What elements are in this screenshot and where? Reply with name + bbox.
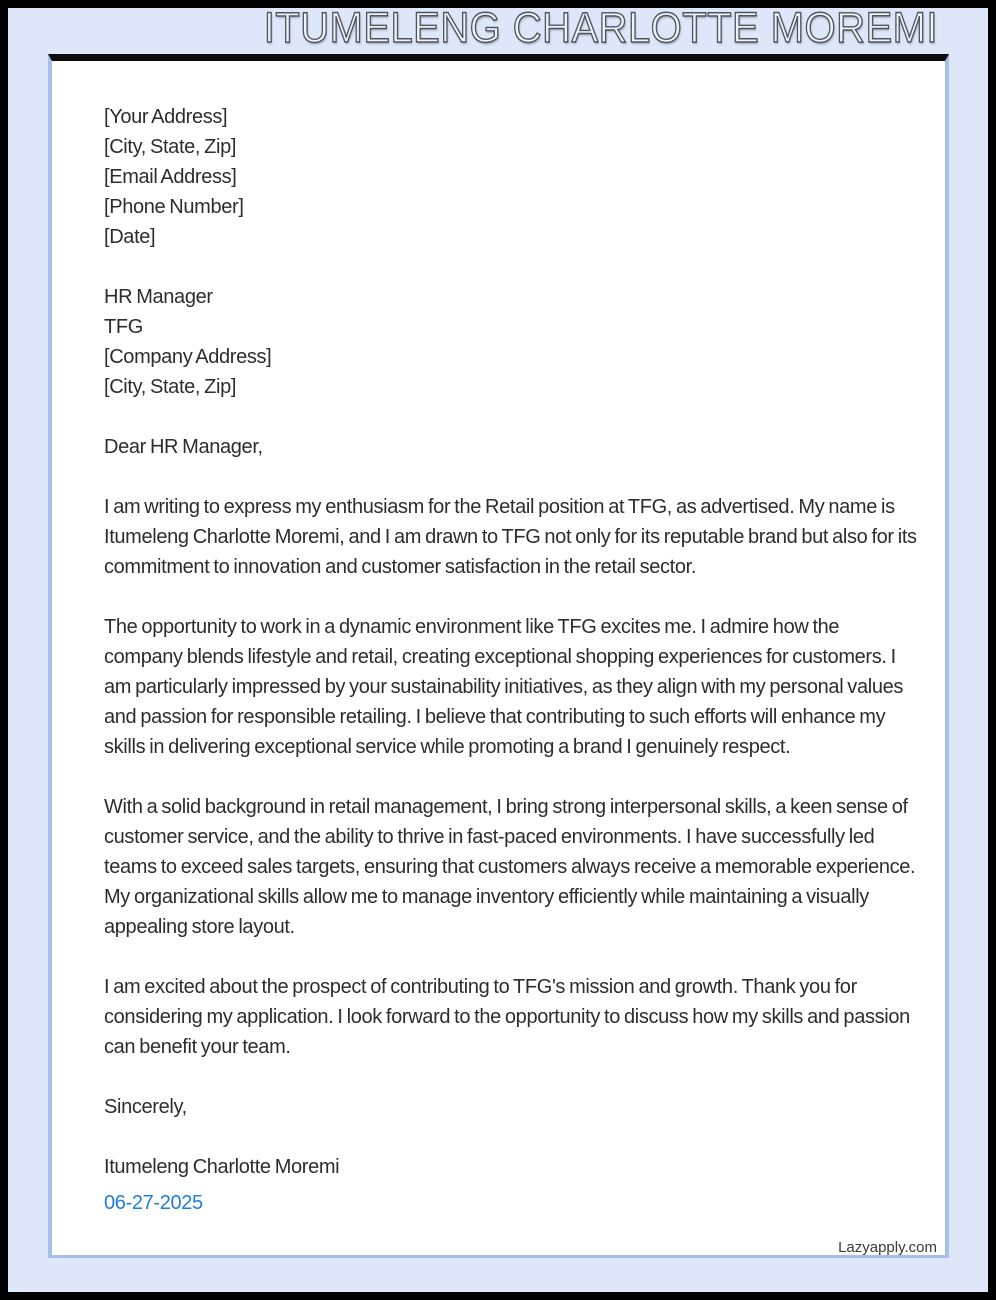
body-paragraph: I am excited about the prospect of contributing to TFG's mission and growth. Thank you for considering my application. I look forward to the opportunity to discuss how my skills and passion can benefit your team. (104, 976, 910, 1058)
closing: Sincerely, (104, 1096, 187, 1118)
watermark: Lazyapply.com (838, 1239, 937, 1256)
sender-address-line: [City, State, Zip] (104, 136, 237, 158)
sender-address-line: [Phone Number] (104, 196, 244, 218)
recipient-line: [Company Address] (104, 346, 272, 368)
letter-content (52, 61, 945, 1218)
recipient-line: TFG (104, 316, 143, 338)
signature-name: Itumeleng Charlotte Moremi (104, 1156, 340, 1178)
sender-address-line: [Email Address] (104, 166, 237, 188)
recipient-line: HR Manager (104, 286, 213, 308)
letter-date: 06-27-2025 (104, 1192, 203, 1214)
body-paragraph: The opportunity to work in a dynamic environment like TFG excites me. I admire how the company blends lifestyle and retail, creating exceptional shopping experiences for customers. I am particularly impressed by your sustainability initiatives, as they align with my personal values and passion for responsible retailing. I believe that contributing to such efforts will enhance my skills in delivering exceptional service while promoting a brand I genuinely respect. (104, 616, 904, 758)
sender-address-line: [Your Address] (104, 106, 228, 128)
page-title: ITUMELENG CHARLOTTE MOREMI (263, 4, 938, 52)
body-paragraph: I am writing to express my enthusiasm for the Retail position at TFG, as advertised. My name is Itumeleng Charlotte Moremi, and I am drawn to TFG not only for its reputable brand but also for its commitment to innovation and customer satisfaction in the retail sector. (104, 496, 917, 578)
sender-address-block (104, 102, 919, 252)
recipient-address-block (104, 282, 919, 402)
sender-address-line: [Date] (104, 226, 156, 248)
salutation: Dear HR Manager, (104, 436, 263, 458)
recipient-line: [City, State, Zip] (104, 376, 237, 398)
letter-page (48, 54, 949, 1258)
body-paragraph: With a solid background in retail management, I bring strong interpersonal skills, a keen sense of customer service, and the ability to thrive in fast-paced environments. I have successfully led teams to exceed sales targets, ensuring that customers always receive a memorable experience. My organizational skills allow me to manage inventory efficiently while maintaining a visually appealing store layout. (104, 796, 916, 938)
